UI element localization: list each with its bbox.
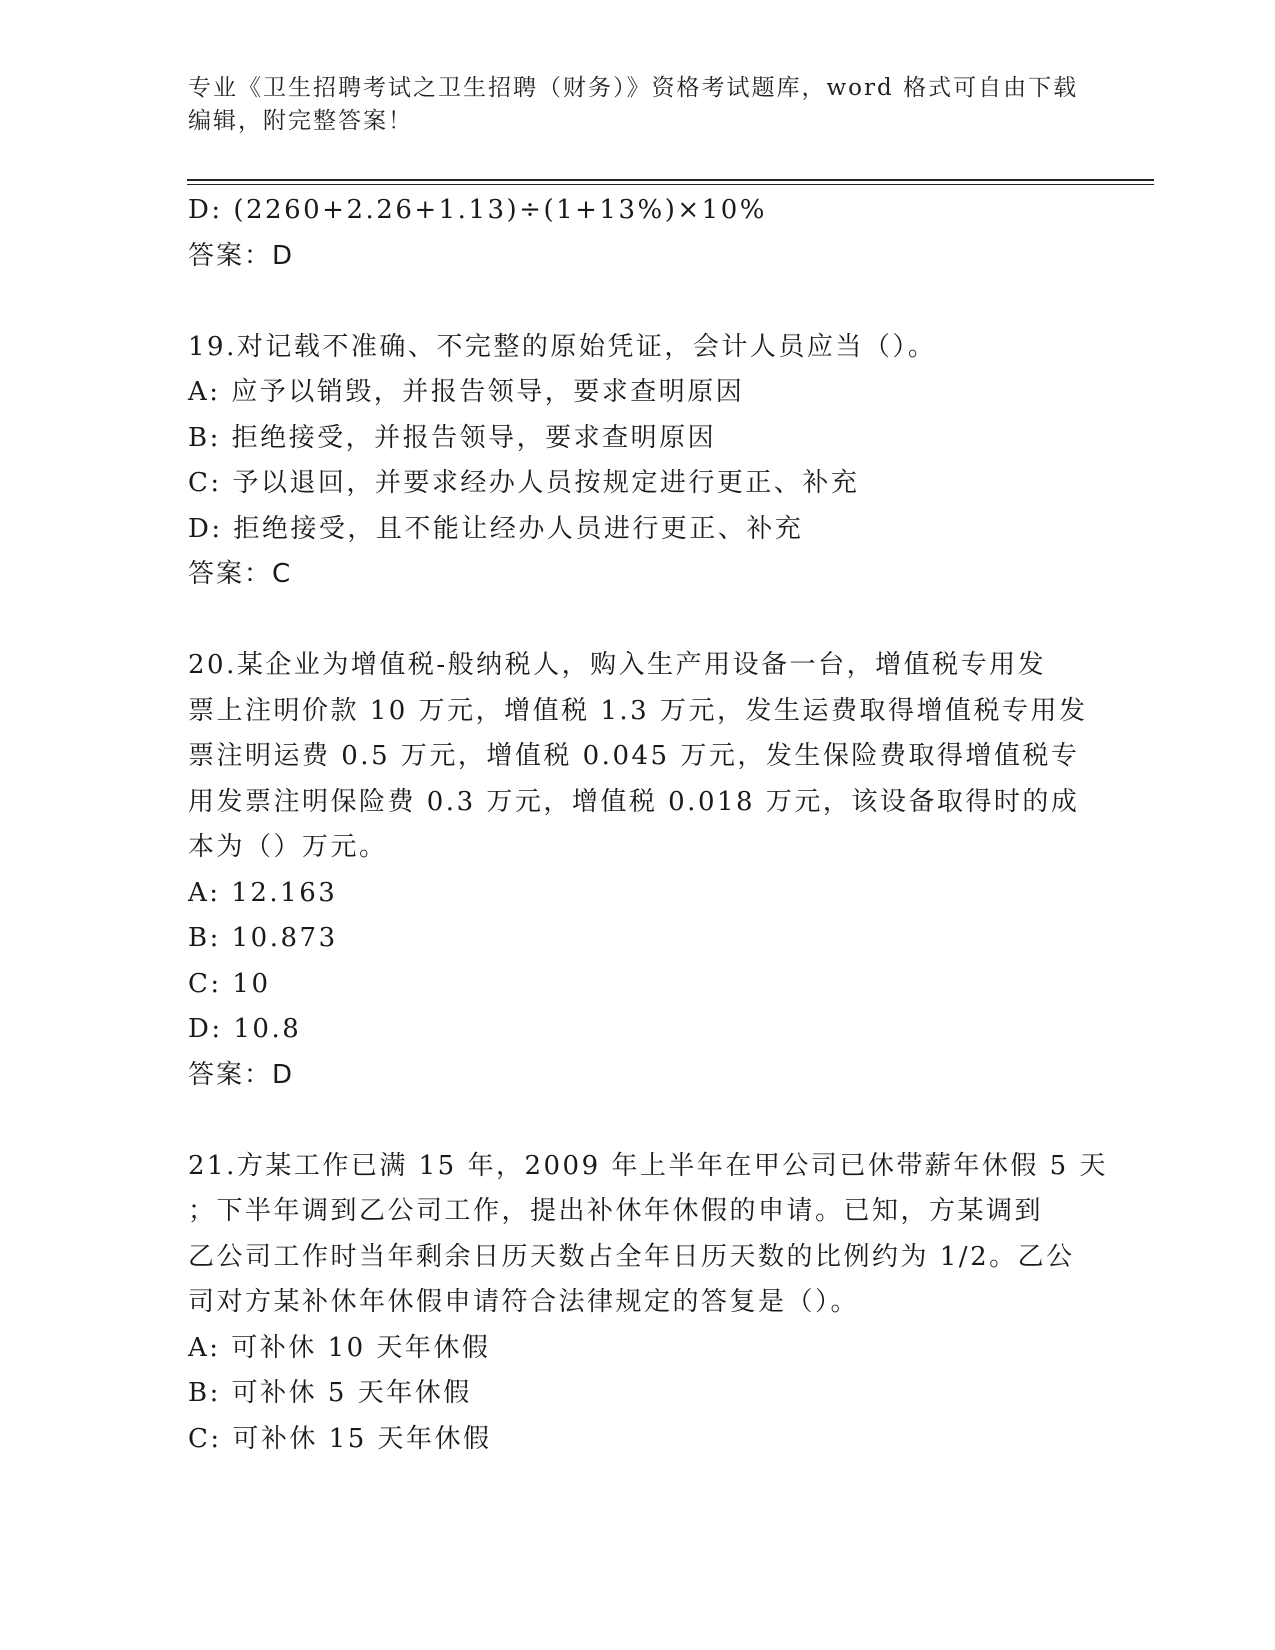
option-c: C: 10 <box>188 968 271 999</box>
answer-line: 答案：C <box>188 559 293 589</box>
spacer <box>188 1098 1088 1144</box>
question-18-tail <box>188 188 1088 279</box>
spacer <box>188 279 1088 325</box>
option-a: A: 12.163 <box>188 877 338 908</box>
answer-line: 答案：D <box>188 1059 295 1090</box>
option-b: B: 拒绝接受，并报告领导，要求查明原因 <box>188 422 717 453</box>
spacer <box>188 598 1088 644</box>
question-stem-line: 本为（）万元。 <box>188 832 388 862</box>
question-stem-line: 21.方某工作已满 15 年，2009 年上半年在甲公司已休带薪年休假 5 天 <box>188 1150 1108 1181</box>
option-d: D: 10.8 <box>188 1014 302 1044</box>
question-stem-line: 乙公司工作时当年剩余日历天数占全年日历天数的比例约为 1/2。乙公 <box>188 1241 1075 1272</box>
header-divider-thin <box>187 184 1154 185</box>
question-stem-line: 司对方某补休年休假申请符合法律规定的答复是（）。 <box>188 1287 860 1317</box>
option-b: B: 10.873 <box>188 923 338 953</box>
option-d: D: (2260+2.26+1.13)÷(1+13%)×10% <box>188 195 767 225</box>
question-stem-line: 20.某企业为增值税-般纳税人，购入生产用设备一台，增值税专用发 <box>188 650 1047 680</box>
question-21 <box>188 1144 1108 1463</box>
question-stem: 19.对记载不准确、不完整的原始凭证，会计人员应当（）。 <box>188 331 937 362</box>
option-b: B: 可补休 5 天年休假 <box>188 1378 472 1408</box>
option-a: A: 应予以销毁，并报告领导，要求查明原因 <box>188 377 745 407</box>
question-list <box>188 188 1108 1462</box>
option-c: C: 予以退回，并要求经办人员按规定进行更正、补充 <box>188 468 860 498</box>
option-d: D: 拒绝接受，且不能让经办人员进行更正、补充 <box>188 513 804 544</box>
header-line-1: 专业《卫生招聘考试之卫生招聘（财务）》资格考试题库，word 格式可自由下载 <box>188 75 1079 101</box>
question-stem-line: 票注明运费 0.5 万元，增值税 0.045 万元，发生保险费取得增值税专 <box>188 741 1080 771</box>
option-c: C: 可补休 15 天年休假 <box>188 1423 492 1454</box>
question-19 <box>188 325 1088 598</box>
question-stem-line: 票上注明价款 10 万元，增值税 1.3 万元，发生运费取得增值税专用发 <box>188 695 1088 726</box>
question-stem-line: ；下半年调到乙公司工作，提出补休年休假的申请。已知，方某调到 <box>188 1196 1044 1226</box>
question-20 <box>188 643 1088 1098</box>
answer-line: 答案：D <box>188 240 295 271</box>
page-header <box>188 72 1088 138</box>
question-stem-line: 用发票注明保险费 0.3 万元，增值税 0.018 万元，该设备取得时的成 <box>188 786 1080 817</box>
header-line-2: 编辑，附完整答案！ <box>188 108 413 134</box>
option-a: A: 可补休 10 天年休假 <box>188 1332 491 1363</box>
header-divider-thick <box>187 179 1154 181</box>
